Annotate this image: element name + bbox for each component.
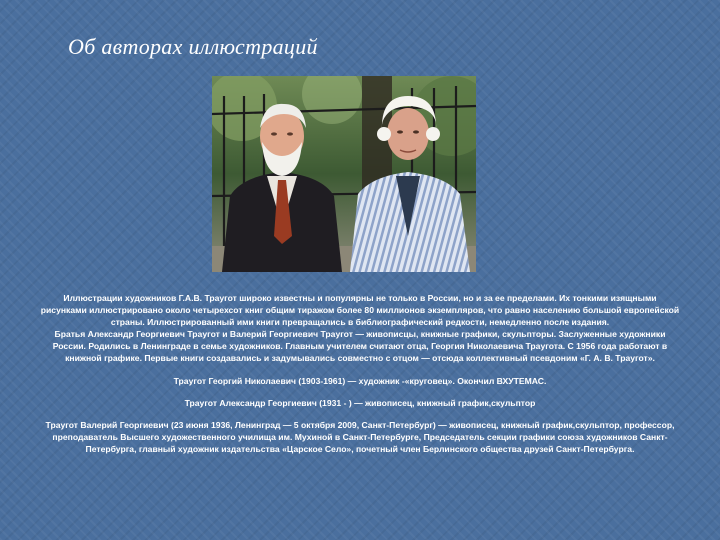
slide-title: Об авторах иллюстраций [68,34,318,59]
authors-text [40,292,680,455]
georgy-paragraph: Траугот Георгий Николаевич (1903-1961) — художник -«круговец». Окончил ВХУТЕМАС. [173,375,547,386]
authors-photo [212,76,476,272]
intro-paragraph: Иллюстрации художников Г.А.В. Траугот широко известны и популярны не только в России, но и за ее пределами. Их тонкими изящными рисунками иллюстрировано около четырехсот книг общим тиражом более 80 миллионов экземпляров, что равно населению большой европейской страны. Иллюстрированный ими книги превращались в библиографический редкости, немедленно после издания. [40,293,680,328]
brothers-paragraph: Братья Александр Георгиевич Траугот и Валерий Георгиевич Траугот — живописцы, книжные графики, скульпторы. Заслуженные художники России. Родились в Ленинграде в семье художников. Главным учителем считают отца, Георгия Николаевича Траугота. С 1956 года работают в книжной графике. Первые книги создавались и задумывались совместно с отцом — отсюда коллективный псевдоним «Г. А. В. Траугот». [52,329,668,364]
valery-paragraph: Траугот Валерий Георгиевич (23 июня 1936, Ленинград — 5 октября 2009, Санкт-Петербург) — живописец, книжный график,скульптор, профессор, преподаватель Высшего художественного училища им. Мухиной в Санкт-Петербурге, Председатель секции графики союза художников Санкт-Петербурга, главный художник издательства «Царское Село», почетный член Берлинского общества друзей Санкт-Петербурга. [45,419,675,454]
alexander-paragraph: Траугот Александр Георгиевич (1931 - ) — живописец, книжный график,скульптор [184,397,536,408]
